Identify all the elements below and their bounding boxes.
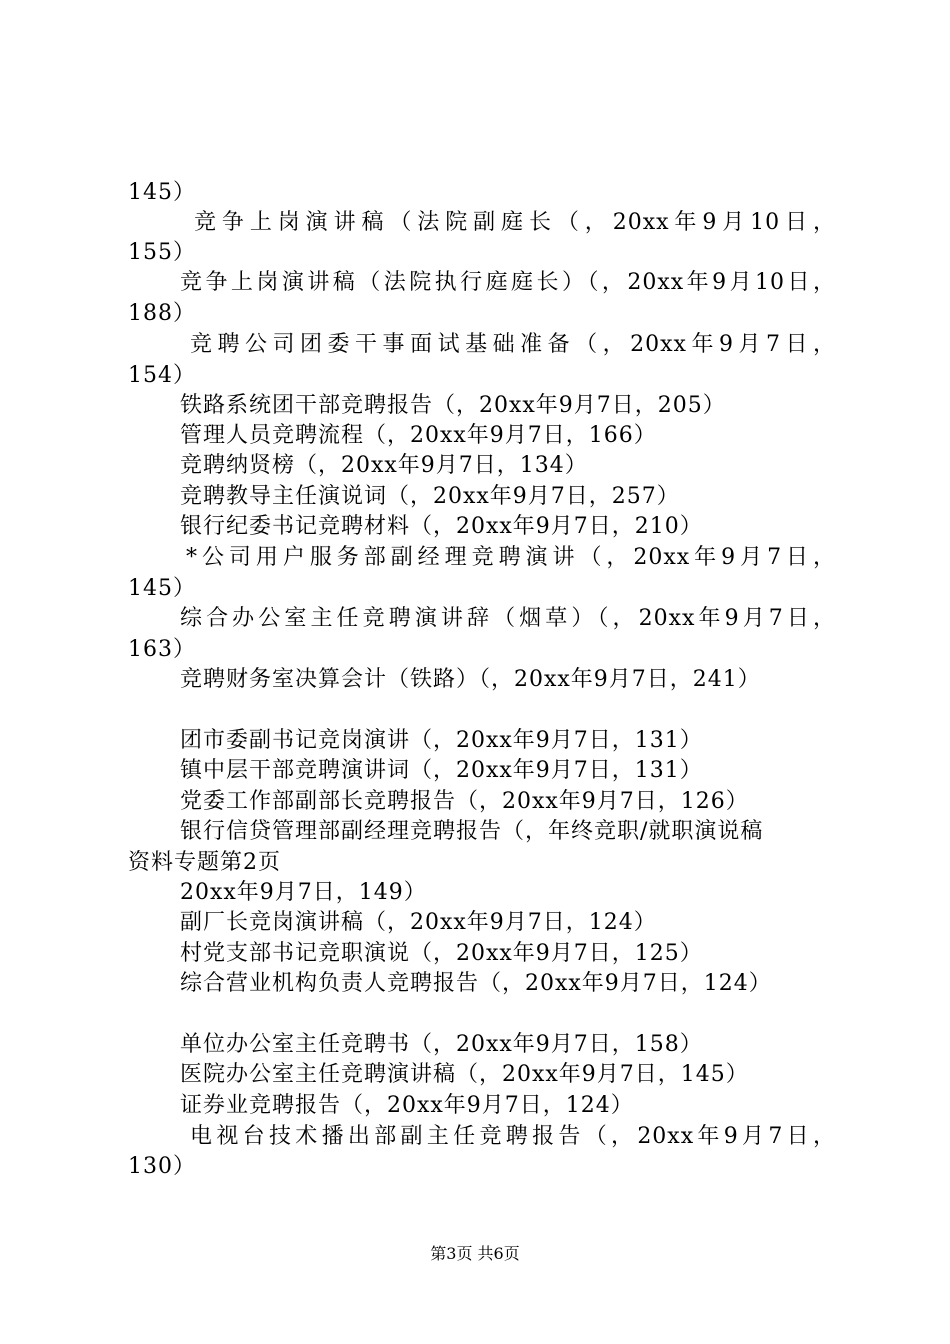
text-line: 铁路系统团干部竞聘报告（，20xx年9月7日，205） bbox=[180, 393, 726, 418]
text-line: 130） bbox=[128, 1154, 196, 1179]
text-line: 竞聘财务室决算会计（铁路）（，20xx年9月7日，241） bbox=[180, 667, 761, 692]
text-line: 188） bbox=[128, 301, 196, 326]
text-line: *公司用户服务部副经理竞聘演讲（，20xx年9月7日， bbox=[186, 545, 836, 570]
text-line: 154） bbox=[128, 363, 196, 388]
text-line: 镇中层干部竞聘演讲词（，20xx年9月7日，131） bbox=[180, 758, 703, 783]
text-line: 副厂长竞岗演讲稿（，20xx年9月7日，124） bbox=[180, 910, 657, 935]
text-line: 145） bbox=[128, 180, 196, 205]
text-line: 党委工作部副部长竞聘报告（，20xx年9月7日，126） bbox=[180, 789, 749, 814]
text-line: 145） bbox=[128, 576, 196, 601]
text-line: 资料专题第2页 bbox=[128, 850, 281, 875]
text-line: 竞聘公司团委干事面试基础准备（，20xx年9月7日， bbox=[190, 332, 836, 357]
text-line: 银行信贷管理部副经理竞聘报告（，年终竞职/就职演说稿 bbox=[180, 819, 764, 844]
text-line: 163） bbox=[128, 637, 196, 662]
text-line: 医院办公室主任竞聘演讲稿（，20xx年9月7日，145） bbox=[180, 1062, 749, 1087]
text-line: 竞争上岗演讲稿（法院执行庭庭长）（，20xx年9月10日， bbox=[180, 270, 836, 295]
text-line: 综合营业机构负责人竞聘报告（，20xx年9月7日，124） bbox=[180, 971, 772, 996]
text-line: 竞聘纳贤榜（，20xx年9月7日，134） bbox=[180, 453, 588, 478]
text-line: 团市委副书记竞岗演讲（，20xx年9月7日，131） bbox=[180, 728, 703, 753]
text-line: 证券业竞聘报告（，20xx年9月7日，124） bbox=[180, 1093, 634, 1118]
text-line: 综合办公室主任竞聘演讲辞（烟草）（，20xx年9月7日， bbox=[180, 606, 836, 631]
text-line: 竞争上岗演讲稿（法院副庭长（，20xx年9月10日， bbox=[194, 210, 836, 235]
page-footer: 第3页 共6页 bbox=[430, 1244, 520, 1263]
text-line: 银行纪委书记竞聘材料（，20xx年9月7日，210） bbox=[180, 514, 703, 539]
text-line: 单位办公室主任竞聘书（，20xx年9月7日，158） bbox=[180, 1032, 703, 1057]
text-line: 管理人员竞聘流程（，20xx年9月7日，166） bbox=[180, 423, 657, 448]
text-line: 20xx年9月7日，149） bbox=[180, 880, 427, 905]
text-line: 竞聘教导主任演说词（，20xx年9月7日，257） bbox=[180, 484, 680, 509]
text-line: 村党支部书记竞职演说（，20xx年9月7日，125） bbox=[180, 941, 703, 966]
text-line: 155） bbox=[128, 240, 196, 265]
text-line: 电视台技术播出部副主任竞聘报告（，20xx年9月7日， bbox=[190, 1124, 836, 1149]
